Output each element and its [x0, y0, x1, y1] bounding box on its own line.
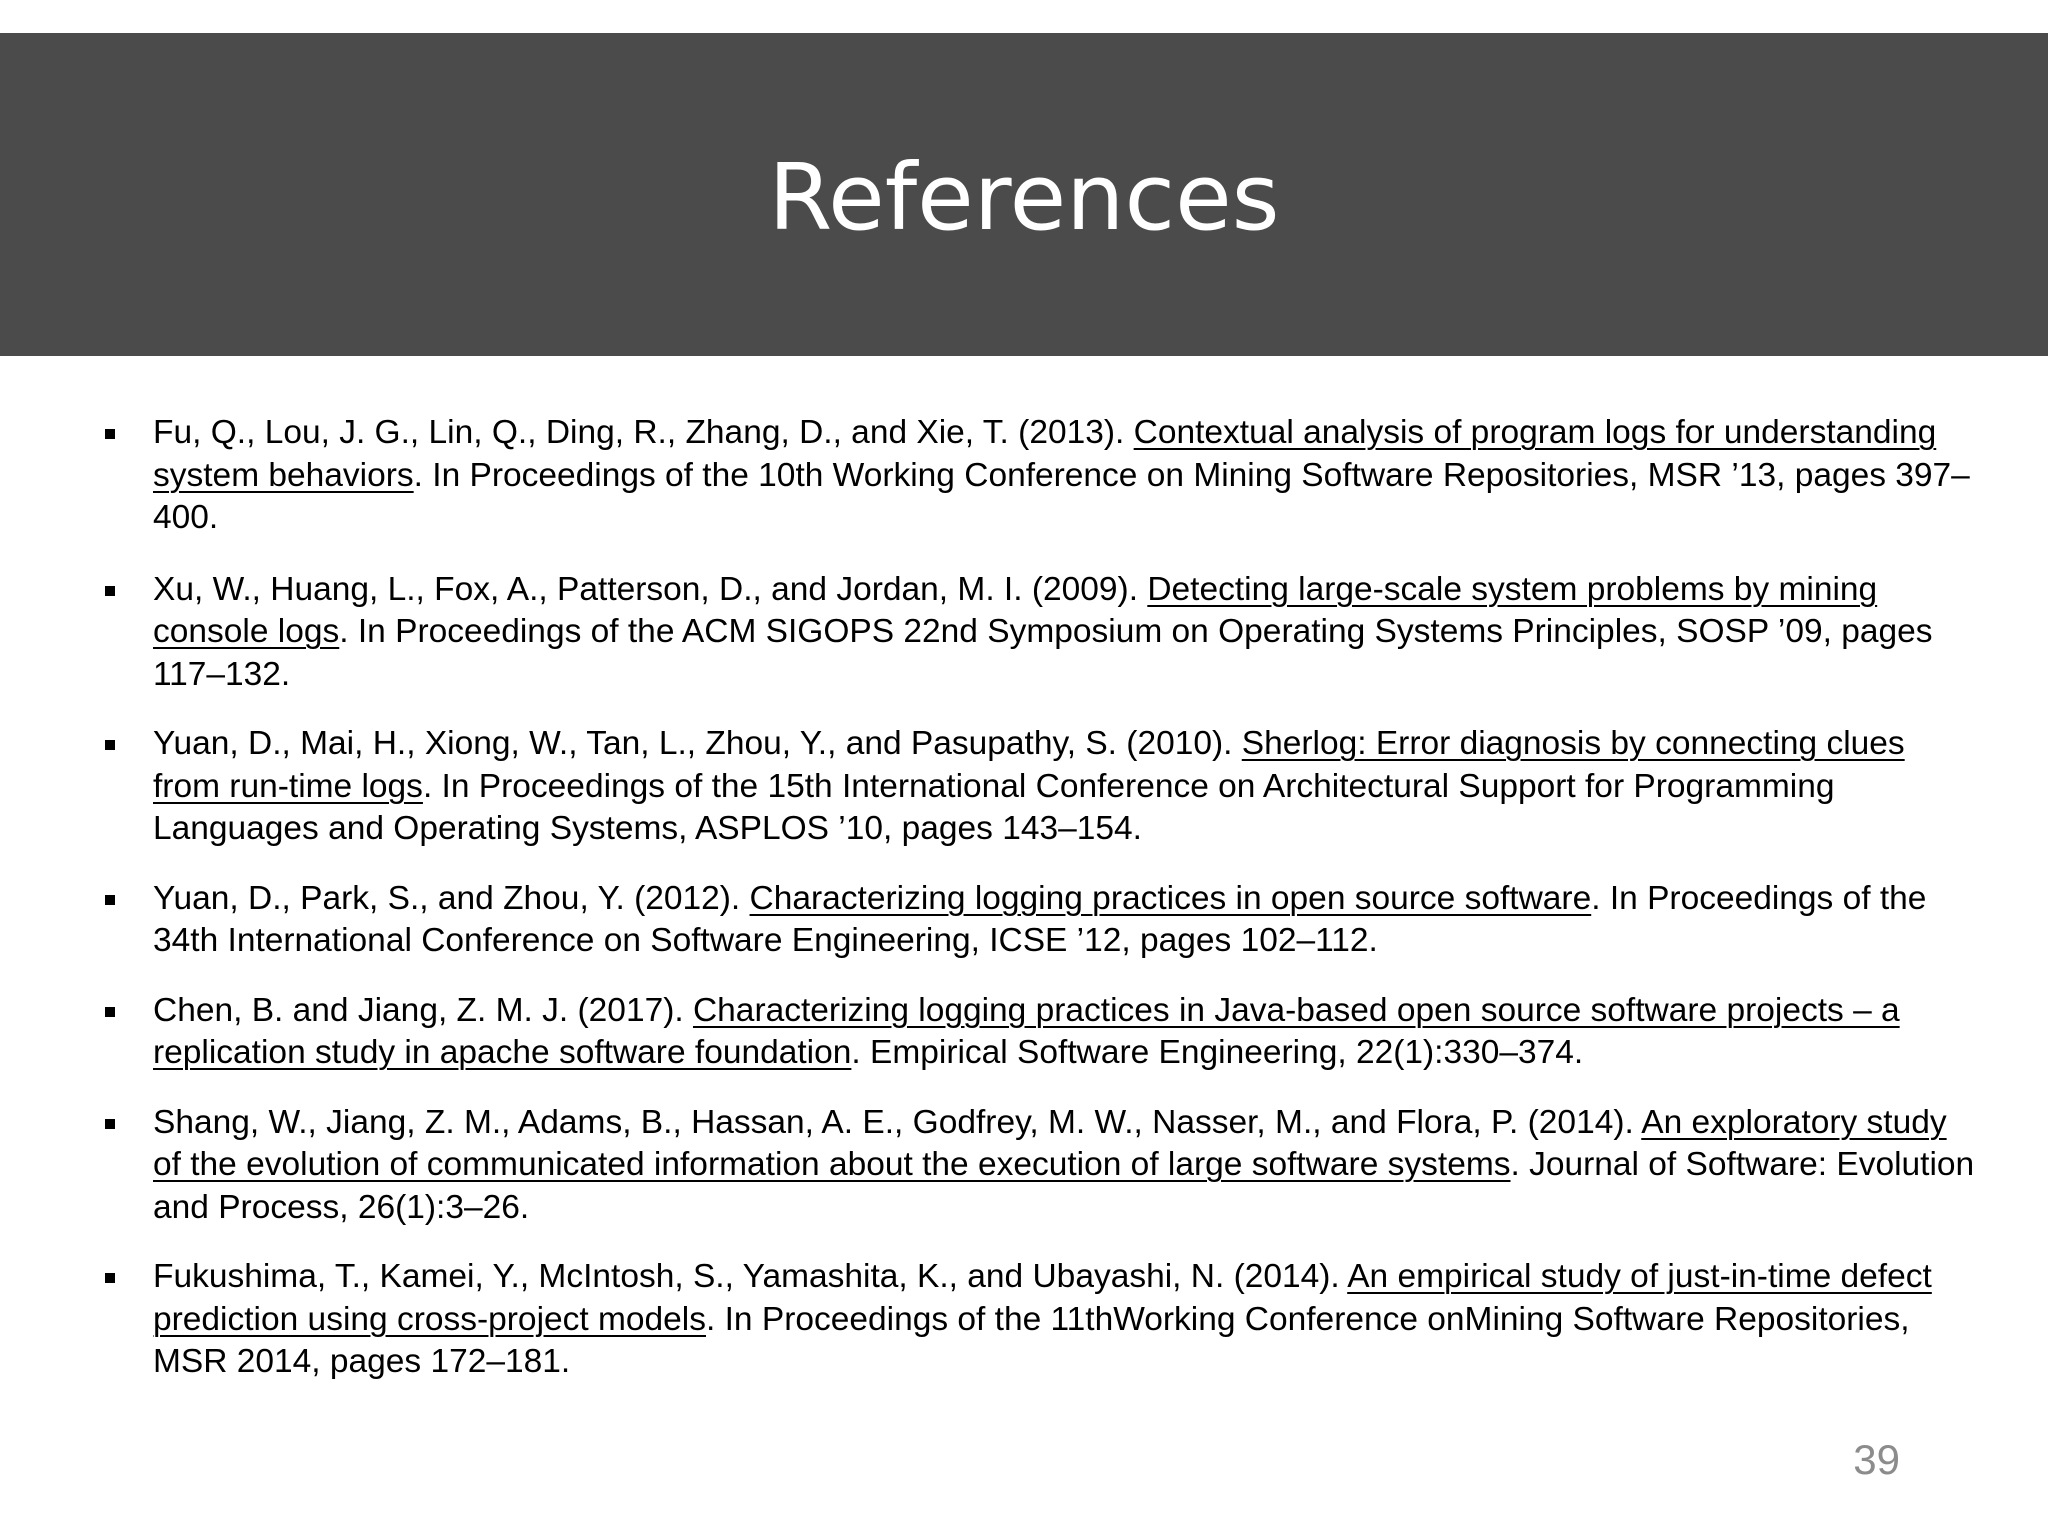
- title-bar: [0, 33, 2048, 356]
- square-bullet-icon: [105, 1119, 115, 1129]
- reference-venue: . In Proceedings of the 11thWorking Conference onMining Software Repositories, MSR 2014, pages 172–181.: [153, 1300, 1910, 1380]
- reference-venue: . Journal of Software: Evolution and Process, 26(1):3–26.: [153, 1146, 1975, 1226]
- reference-authors: Chen, B. and Jiang, Z. M. J. (2017).: [153, 991, 693, 1029]
- reference-title-link[interactable]: An exploratory study of the evolution of communicated information about the execution of large software systems: [153, 1103, 1947, 1183]
- reference-venue: . Empirical Software Engineering, 22(1):330–374.: [851, 1034, 1584, 1071]
- square-bullet-icon: [105, 1007, 115, 1017]
- reference-authors: Shang, W., Jiang, Z. M., Adams, B., Hassan, A. E., Godfrey, M. W., Nasser, M., and Flora, P. (2014).: [153, 1103, 1642, 1141]
- reference-title-link[interactable]: An empirical study of just-in-time defect prediction using cross-project models: [153, 1258, 1932, 1338]
- reference-item: [100, 990, 1980, 1075]
- reference-item: [100, 1256, 1980, 1384]
- reference-item: [100, 412, 1980, 540]
- reference-authors: Yuan, D., Mai, H., Xiong, W., Tan, L., Zhou, Y., and Pasupathy, S. (2010).: [153, 725, 1242, 762]
- reference-venue: . In Proceedings of the 10th Working Conference on Mining Software Repositories, MSR ’13, pages 397–400.: [153, 456, 1970, 536]
- reference-venue: . In Proceedings of the ACM SIGOPS 22nd Symposium on Operating Systems Principles, SOSP ’09, pages 117–132.: [153, 613, 1933, 693]
- reference-title-link[interactable]: Sherlog: Error diagnosis by connecting clues from run-time logs: [153, 725, 1905, 805]
- reference-item: [100, 723, 1980, 851]
- reference-venue: . In Proceedings of the 15th International Conference on Architectural Support for Programming Languages and Operating Systems, ASPLOS ’10, pages 143–154.: [153, 767, 1835, 847]
- reference-title-link[interactable]: Characterizing logging practices in open source software: [749, 879, 1592, 917]
- page-number: 39: [1853, 1436, 1900, 1483]
- reference-item: [100, 569, 1980, 697]
- slide-title: References: [768, 144, 1280, 251]
- reference-item: [100, 878, 1980, 963]
- reference-authors: Fukushima, T., Kamei, Y., McIntosh, S., Yamashita, K., and Ubayashi, N. (2014).: [153, 1258, 1348, 1295]
- square-bullet-icon: [105, 740, 115, 750]
- reference-title-link[interactable]: Contextual analysis of program logs for understanding system behaviors: [153, 414, 1937, 494]
- reference-list: [100, 412, 1980, 1411]
- square-bullet-icon: [105, 586, 115, 596]
- reference-authors: Fu, Q., Lou, J. G., Lin, Q., Ding, R., Zhang, D., and Xie, T. (2013).: [153, 414, 1134, 451]
- square-bullet-icon: [105, 429, 115, 439]
- reference-venue: . In Proceedings of the 34th International Conference on Software Engineering, ICSE ’12, pages 102–112.: [153, 879, 1927, 959]
- reference-authors: Yuan, D., Park, S., and Zhou, Y. (2012).: [153, 879, 750, 917]
- reference-title-link[interactable]: Characterizing logging practices in Java-based open source software projects – a replication study in apache software foundation: [153, 991, 1900, 1071]
- reference-title-link[interactable]: Detecting large-scale system problems by mining console logs: [153, 570, 1878, 650]
- reference-authors: Xu, W., Huang, L., Fox, A., Patterson, D., and Jordan, M. I. (2009).: [153, 570, 1148, 608]
- square-bullet-icon: [105, 895, 115, 905]
- reference-item: [100, 1102, 1980, 1230]
- square-bullet-icon: [105, 1273, 115, 1283]
